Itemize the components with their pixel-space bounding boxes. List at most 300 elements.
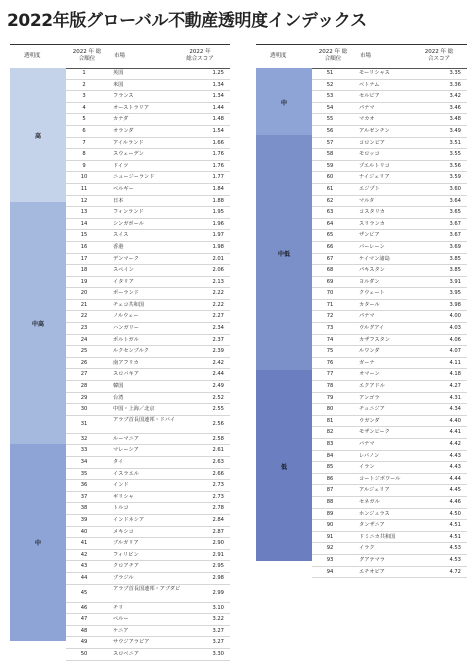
score-cell: 4.03 (449, 325, 461, 332)
category-label: 中 (280, 99, 287, 107)
score-cell: 4.51 (449, 533, 461, 540)
market-cell: エクアドル (359, 383, 385, 390)
market-cell: バナマ (359, 441, 375, 447)
table-row (66, 161, 230, 173)
table-row (66, 91, 230, 103)
table-row (312, 404, 467, 416)
table-row (66, 184, 230, 196)
rank-cell: 16 (80, 243, 88, 250)
score-cell: 2.27 (212, 313, 224, 320)
score-cell: 1.54 (212, 127, 224, 134)
rank-cell: 3 (82, 93, 86, 100)
market-cell: ウガンダ (359, 417, 380, 424)
market-cell: フィンランド (113, 209, 144, 216)
table-row (312, 149, 467, 161)
score-cell: 2.22 (212, 290, 224, 297)
rank-cell: 70 (326, 290, 334, 297)
rank-cell: 23 (80, 325, 88, 332)
score-cell: 2.01 (212, 255, 224, 262)
header-transparency: 透明度 (270, 53, 287, 59)
market-cell: ベルギー (113, 185, 134, 192)
table-row (312, 335, 467, 347)
market-cell: ナイジェリア (359, 174, 390, 181)
market-cell: ルクセンブルク (113, 348, 149, 355)
score-cell: 3.35 (449, 70, 461, 76)
rank-cell: 49 (80, 639, 88, 646)
header-market: 市場 (360, 53, 372, 59)
table-row (66, 393, 230, 405)
market-cell: チュニジア (359, 406, 385, 413)
score-cell: 4.53 (449, 545, 461, 552)
rank-cell: 88 (326, 498, 334, 505)
market-cell: セネガル (359, 498, 380, 505)
table-row (312, 265, 467, 277)
score-cell: 3.65 (449, 209, 461, 216)
score-cell: 4.06 (449, 336, 461, 343)
table-row (312, 207, 467, 219)
market-cell: スロバキア (113, 371, 139, 378)
market-cell: モロッコ (359, 151, 380, 158)
market-cell: フィリピン (113, 551, 139, 558)
score-cell: 2.34 (212, 325, 224, 332)
category-label: 中低 (277, 250, 290, 258)
table-row (312, 300, 467, 312)
rank-cell: 15 (80, 232, 88, 239)
market-cell: マレーシア (113, 447, 139, 454)
market-cell: 英国 (113, 70, 124, 76)
table-row (66, 381, 230, 393)
score-cell: 3.67 (449, 220, 461, 227)
category-label: 低 (280, 463, 287, 471)
table-row (66, 469, 230, 481)
score-cell: 2.95 (212, 563, 224, 570)
table-row (66, 614, 230, 626)
score-cell: 4.50 (449, 510, 461, 517)
rank-cell: 86 (326, 475, 334, 482)
score-cell: 3.36 (449, 81, 461, 88)
table-row (66, 196, 230, 208)
score-cell: 3.59 (449, 174, 461, 181)
rank-cell: 55 (326, 116, 334, 123)
market-cell: クロアチア (113, 563, 139, 570)
score-cell: 2.42 (212, 359, 224, 366)
score-cell: 3.22 (212, 616, 224, 623)
table-row (312, 126, 467, 138)
score-cell: 1.76 (212, 162, 224, 169)
table-row (66, 445, 230, 457)
market-cell: パナマ (359, 313, 375, 320)
rank-cell: 84 (326, 452, 334, 459)
score-cell: 4.53 (449, 556, 461, 563)
rank-cell: 48 (80, 627, 88, 634)
category-band (256, 68, 312, 135)
score-cell: 4.34 (449, 406, 461, 413)
category-band (10, 444, 66, 641)
rank-cell: 62 (326, 197, 334, 204)
table-row (312, 497, 467, 509)
score-cell: 4.51 (449, 522, 461, 529)
market-cell: チェコ共和国 (113, 301, 144, 308)
rank-cell: 28 (80, 383, 88, 390)
rank-cell: 79 (326, 394, 334, 401)
category-band (256, 135, 312, 370)
rank-cell: 67 (326, 255, 334, 262)
score-cell: 1.25 (212, 70, 224, 76)
rank-cell: 71 (326, 301, 334, 308)
market-cell: アラブ首長国連邦・アブダビ (113, 586, 181, 593)
score-cell: 4.27 (449, 383, 461, 390)
score-cell: 4.43 (449, 452, 461, 459)
table-row (66, 300, 230, 312)
rank-cell: 59 (326, 162, 334, 169)
table-row (312, 323, 467, 335)
rank-cell: 45 (80, 589, 88, 596)
table-row (66, 242, 230, 254)
market-cell: 中国・上海／北京 (113, 406, 155, 413)
market-cell: レバノン (359, 452, 380, 459)
table-row (66, 515, 230, 527)
market-cell: クウェート (359, 290, 385, 297)
market-cell: アラブ首長国連邦・ドバイ (113, 417, 176, 424)
market-cell: ルーマニア (113, 435, 139, 442)
market-cell: 日本 (113, 197, 124, 204)
rank-cell: 47 (80, 616, 88, 623)
table-row (66, 219, 230, 231)
table-row (66, 265, 230, 277)
market-cell: ギリシャ (113, 493, 134, 500)
score-cell: 3.56 (449, 162, 461, 169)
market-cell: ペルー (113, 616, 129, 623)
rank-cell: 53 (326, 93, 334, 100)
score-cell: 4.07 (449, 348, 461, 355)
market-cell: インド (113, 482, 129, 489)
rank-cell: 18 (80, 267, 88, 274)
market-cell: 香港 (113, 243, 124, 250)
rank-cell: 78 (326, 383, 334, 390)
rank-cell: 91 (326, 533, 334, 540)
rank-cell: 4 (82, 104, 86, 111)
table-header (256, 44, 467, 69)
rank-cell: 40 (80, 528, 88, 535)
market-cell: コロンビア (359, 139, 385, 146)
table-row (312, 184, 467, 196)
table-row (312, 555, 467, 567)
score-cell: 3.48 (449, 116, 461, 123)
score-cell: 2.49 (212, 383, 224, 390)
rank-cell: 80 (326, 406, 334, 413)
table-row (312, 509, 467, 521)
market-cell: オランダ (113, 127, 134, 134)
market-cell: プエルトリコ (359, 162, 390, 169)
table-row (66, 416, 230, 434)
table-row (312, 393, 467, 405)
table-row (312, 311, 467, 323)
score-cell: 4.72 (449, 568, 461, 575)
market-cell: 米国 (113, 81, 124, 88)
rank-cell: 72 (326, 313, 334, 320)
market-cell: バーレーン (359, 243, 385, 250)
score-cell: 4.44 (449, 475, 461, 482)
score-cell: 1.97 (212, 232, 224, 239)
score-cell: 2.84 (212, 516, 224, 523)
score-cell: 3.27 (212, 627, 224, 634)
score-cell: 2.61 (212, 447, 224, 454)
table-row (66, 603, 230, 615)
rank-cell: 46 (80, 604, 88, 611)
rank-cell: 1 (82, 70, 86, 76)
header-market: 市場 (114, 53, 126, 59)
table-row (312, 427, 467, 439)
rank-cell: 73 (326, 325, 334, 332)
table-row (66, 369, 230, 381)
score-cell: 2.78 (212, 505, 224, 512)
rank-cell: 36 (80, 482, 88, 489)
table-row (312, 532, 467, 544)
table-row (66, 404, 230, 416)
table-row (66, 323, 230, 335)
table-row (312, 520, 467, 532)
table-row (66, 457, 230, 469)
score-cell: 3.95 (449, 290, 461, 297)
score-cell: 2.56 (212, 420, 224, 427)
table-row (312, 369, 467, 381)
rank-cell: 77 (326, 371, 334, 378)
market-cell: アイルランド (113, 139, 144, 146)
rank-cell: 39 (80, 516, 88, 523)
table-row (66, 138, 230, 150)
rank-cell: 89 (326, 510, 334, 517)
rank-cell: 60 (326, 174, 334, 181)
score-cell: 3.30 (212, 650, 224, 657)
market-cell: 台湾 (113, 394, 124, 401)
score-cell: 4.11 (449, 359, 461, 366)
rank-cell: 54 (326, 104, 334, 111)
market-cell: エチオピア (359, 568, 385, 575)
rank-cell: 32 (80, 435, 88, 442)
rank-cell: 11 (80, 185, 88, 192)
market-cell: セルビア (359, 93, 380, 100)
table-row (312, 416, 467, 428)
score-cell: 1.98 (212, 243, 224, 250)
score-cell: 1.44 (212, 104, 224, 111)
market-cell: イタリア (113, 278, 134, 285)
rank-cell: 35 (80, 470, 88, 477)
rank-cell: 83 (326, 441, 334, 447)
table-row (66, 561, 230, 573)
header-score: 2022 年 総合スコア (424, 49, 454, 62)
rank-cell: 44 (80, 574, 88, 581)
rank-cell: 75 (326, 348, 334, 355)
rank-cell: 25 (80, 348, 88, 355)
market-cell: ポーランド (113, 290, 139, 297)
score-cell: 1.88 (212, 197, 224, 204)
market-cell: メキシコ (113, 528, 134, 535)
table-row (312, 172, 467, 184)
market-cell: ザンビア (359, 232, 380, 239)
market-cell: パキスタン (359, 267, 385, 274)
rank-cell: 29 (80, 394, 88, 401)
table-row (66, 311, 230, 323)
rank-cell: 63 (326, 209, 334, 216)
score-cell: 3.51 (449, 139, 461, 146)
score-cell: 3.67 (449, 232, 461, 239)
rank-cell: 93 (326, 556, 334, 563)
score-cell: 2.66 (212, 470, 224, 477)
score-cell: 1.34 (212, 93, 224, 100)
table-row (66, 126, 230, 138)
table-row (66, 492, 230, 504)
market-cell: ハンガリー (113, 325, 139, 332)
rank-cell: 92 (326, 545, 334, 552)
rank-cell: 33 (80, 447, 88, 454)
market-cell: スペイン (113, 267, 134, 274)
score-cell: 3.64 (449, 197, 461, 204)
rank-cell: 52 (326, 81, 334, 88)
score-cell: 3.27 (212, 639, 224, 646)
score-cell: 2.55 (212, 406, 224, 413)
score-cell: 3.98 (449, 301, 461, 308)
market-cell: ケイマン諸島 (359, 255, 390, 262)
score-cell: 2.52 (212, 394, 224, 401)
score-cell: 3.85 (449, 255, 461, 262)
market-cell: フランス (113, 93, 134, 100)
table-row (312, 381, 467, 393)
table-row (66, 637, 230, 649)
table-row (312, 114, 467, 126)
market-cell: ブルガリア (113, 540, 139, 547)
rank-cell: 7 (82, 139, 86, 146)
market-cell: アルジェリア (359, 487, 390, 494)
table-row (66, 480, 230, 492)
table-row (312, 68, 467, 80)
score-cell: 4.31 (449, 394, 461, 401)
rank-cell: 21 (80, 301, 88, 308)
rank-cell: 58 (326, 151, 334, 158)
table-row (66, 649, 230, 661)
rank-cell: 61 (326, 185, 334, 192)
table-row (312, 346, 467, 358)
market-cell: ドミニカ共和国 (359, 533, 396, 540)
table-row (312, 485, 467, 497)
header-rank: 2022 年 総合順位 (318, 49, 348, 62)
table-row (312, 103, 467, 115)
score-cell: 3.10 (212, 604, 224, 611)
score-cell: 4.18 (449, 371, 461, 378)
table-row (66, 68, 230, 80)
rank-cell: 20 (80, 290, 88, 297)
score-cell: 3.42 (449, 93, 461, 100)
score-cell: 2.58 (212, 435, 224, 442)
table-row (66, 207, 230, 219)
market-cell: スウェーデン (113, 151, 144, 158)
rank-cell: 6 (82, 127, 86, 134)
score-cell: 4.00 (449, 313, 461, 320)
score-cell: 2.99 (212, 589, 224, 596)
rank-cell: 57 (326, 139, 334, 146)
market-cell: ルワンダ (359, 348, 380, 355)
market-cell: モーリシャス (359, 70, 390, 76)
score-cell: 3.60 (449, 185, 461, 192)
market-cell: マルタ (359, 197, 375, 204)
table-body (66, 68, 230, 661)
score-cell: 4.40 (449, 417, 461, 424)
score-cell: 2.39 (212, 348, 224, 355)
rank-cell: 69 (326, 278, 334, 285)
rank-cell: 34 (80, 459, 88, 465)
table-row (312, 543, 467, 555)
market-cell: ホンジュラス (359, 510, 390, 517)
table-row (312, 439, 467, 451)
table-row (66, 254, 230, 266)
rank-cell: 41 (80, 540, 88, 547)
market-cell: ガーナ (359, 359, 375, 366)
transparency-table-right (256, 44, 467, 575)
table-row (312, 451, 467, 463)
rank-cell: 24 (80, 336, 88, 343)
rank-cell: 5 (82, 116, 86, 123)
rank-cell: 9 (82, 162, 86, 169)
market-cell: スリランカ (359, 220, 385, 227)
table-row (312, 277, 467, 289)
score-cell: 2.44 (212, 371, 224, 378)
rank-cell: 13 (80, 209, 88, 216)
rank-cell: 81 (326, 417, 334, 424)
market-cell: カタール (359, 301, 380, 308)
table-row (312, 567, 467, 579)
rank-cell: 90 (326, 522, 334, 529)
table-row (312, 254, 467, 266)
table-row (312, 230, 467, 242)
rank-cell: 68 (326, 267, 334, 274)
rank-cell: 56 (326, 127, 334, 134)
score-cell: 4.45 (449, 487, 461, 494)
table-row (312, 474, 467, 486)
score-cell: 1.84 (212, 185, 224, 192)
table-row (312, 462, 467, 474)
market-cell: コートジボワール (359, 475, 401, 482)
score-cell: 1.48 (212, 116, 224, 123)
rank-cell: 17 (80, 255, 88, 262)
score-cell: 1.34 (212, 81, 224, 88)
table-row (66, 277, 230, 289)
rank-cell: 64 (326, 220, 334, 227)
table-row (66, 550, 230, 562)
score-cell: 3.46 (449, 104, 461, 111)
table-row (66, 103, 230, 115)
market-cell: アンゴラ (359, 394, 380, 401)
score-cell: 2.13 (212, 278, 224, 285)
score-cell: 1.95 (212, 209, 224, 216)
score-cell: 3.91 (449, 278, 461, 285)
score-cell: 4.43 (449, 464, 461, 471)
rank-cell: 26 (80, 359, 88, 366)
rank-cell: 31 (80, 420, 88, 427)
score-cell: 2.22 (212, 301, 224, 308)
market-cell: イスラエル (113, 470, 139, 477)
rank-cell: 8 (82, 151, 86, 158)
header-score: 2022 年 総合スコア (186, 49, 214, 62)
rank-cell: 42 (80, 551, 88, 558)
market-cell: モザンビーク (359, 429, 390, 436)
rank-cell: 19 (80, 278, 88, 285)
table-row (66, 80, 230, 92)
header-transparency: 透明度 (24, 53, 41, 59)
table-row (312, 219, 467, 231)
market-cell: オーストラリア (113, 104, 150, 111)
rank-cell: 37 (80, 493, 88, 500)
transparency-table-left (10, 44, 230, 657)
score-cell: 1.66 (212, 139, 224, 146)
